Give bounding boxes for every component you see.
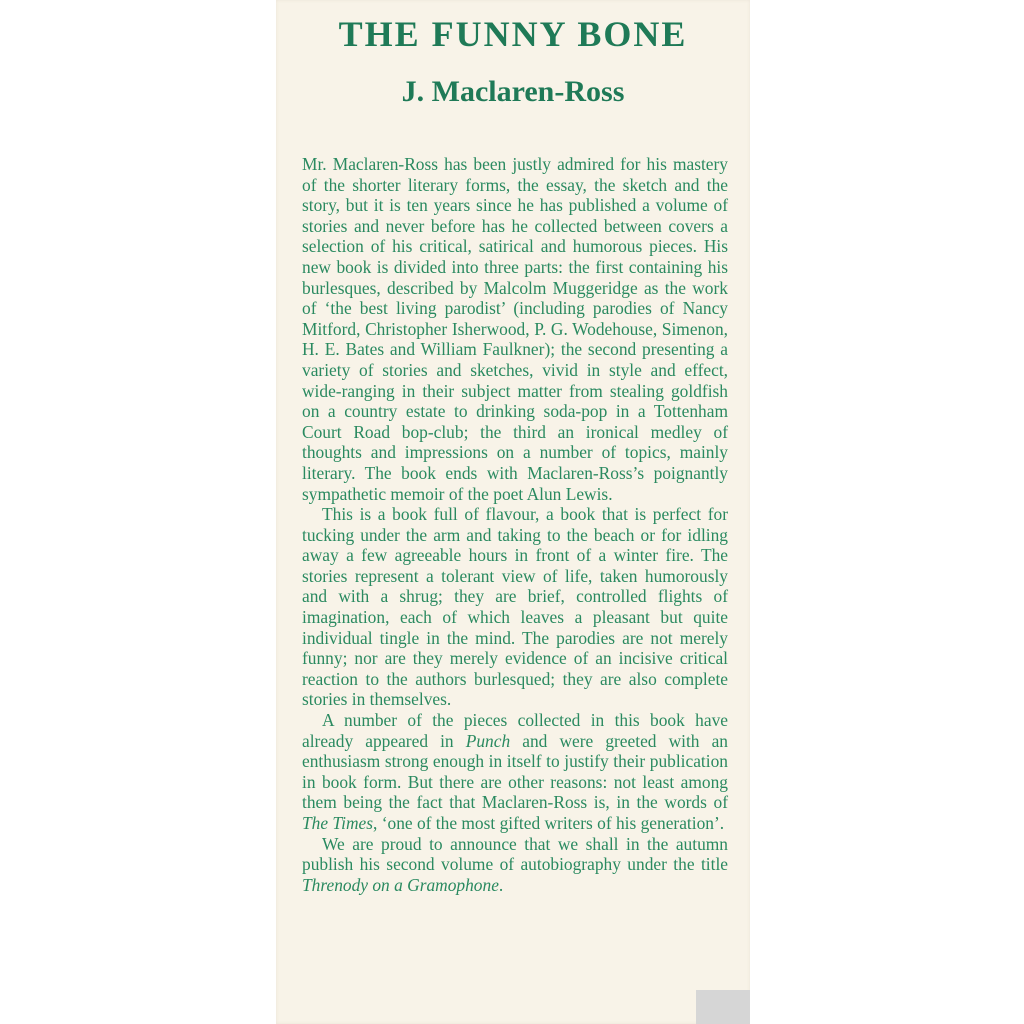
book-title: THE FUNNY BONE — [338, 14, 688, 54]
blurb-paragraph-4 — [302, 834, 728, 896]
blurb-text-run: and were greeted with an enthusiasm strong enough in itself to justify their publication in book form. But there are other reasons: not least among them being the fact that Maclaren-Ross is, in the words of — [302, 730, 728, 813]
blurb-paragraph-2: This is a book full of flavour, a book that is perfect for tucking under the arm and taking to the beach or for idling away a few agreeable hours in front of a winter fire. The stories represent a tolerant view of life, taken humorously and with a shrug; they are brief, controlled flights of imagination, each of which leaves a pleasant but quite individual tingle in the mind. The parodies are not merely funny; nor are they merely evidence of an incisive critical reaction to the authors burlesqued; they are also complete stories in themselves. — [302, 504, 728, 710]
title-punch: Punch — [465, 730, 511, 751]
blurb-text-run: , ‘one of the most gifted writers of his generation’. — [373, 813, 725, 833]
blurb-text-run: . — [498, 874, 504, 895]
page-edge-shadow — [696, 990, 750, 1024]
blurb-paragraph-1: Mr. Maclaren-Ross has been justly admired for his mastery of the shorter literary forms, the essay, the sketch and the story, but it is ten years since he has published a volume of stories and never before has he collected between covers a selection of his critical, satirical and humorous pieces. His new book is divided into three parts: the first containing his burlesques, described by Malcolm Muggeridge as the work of ‘the best living parodist’ (including parodies of Nancy Mitford, Christopher Isherwood, P. G. Wodehouse, Simenon, H. E. Bates and William Faulkner); the second presenting a variety of stories and sketches, vivid in style and effect, wide-ranging in their subject matter from stealing goldfish on a country estate to drinking soda-pop in a Tottenham Court Road bop-club; the third an ironical medley of thoughts and impressions on a number of topics, mainly literary. The book ends with Maclaren-Ross’s poignantly sympathetic memoir of the poet Alun Lewis. — [302, 154, 728, 504]
blurb-paragraph-3 — [302, 710, 728, 834]
blurb-text-run: A number of the pieces collected in this book have already appeared in — [302, 710, 728, 751]
author-name: J. Maclaren-Ross — [401, 75, 625, 108]
blurb-text-run: We are proud to announce that we shall in the autumn publish his second volume of autobiography under the title — [302, 833, 728, 875]
title-the-times: The Times — [302, 813, 374, 833]
blurb-text — [302, 154, 728, 895]
title-threnody: Threnody on a Gramophone — [302, 874, 499, 895]
